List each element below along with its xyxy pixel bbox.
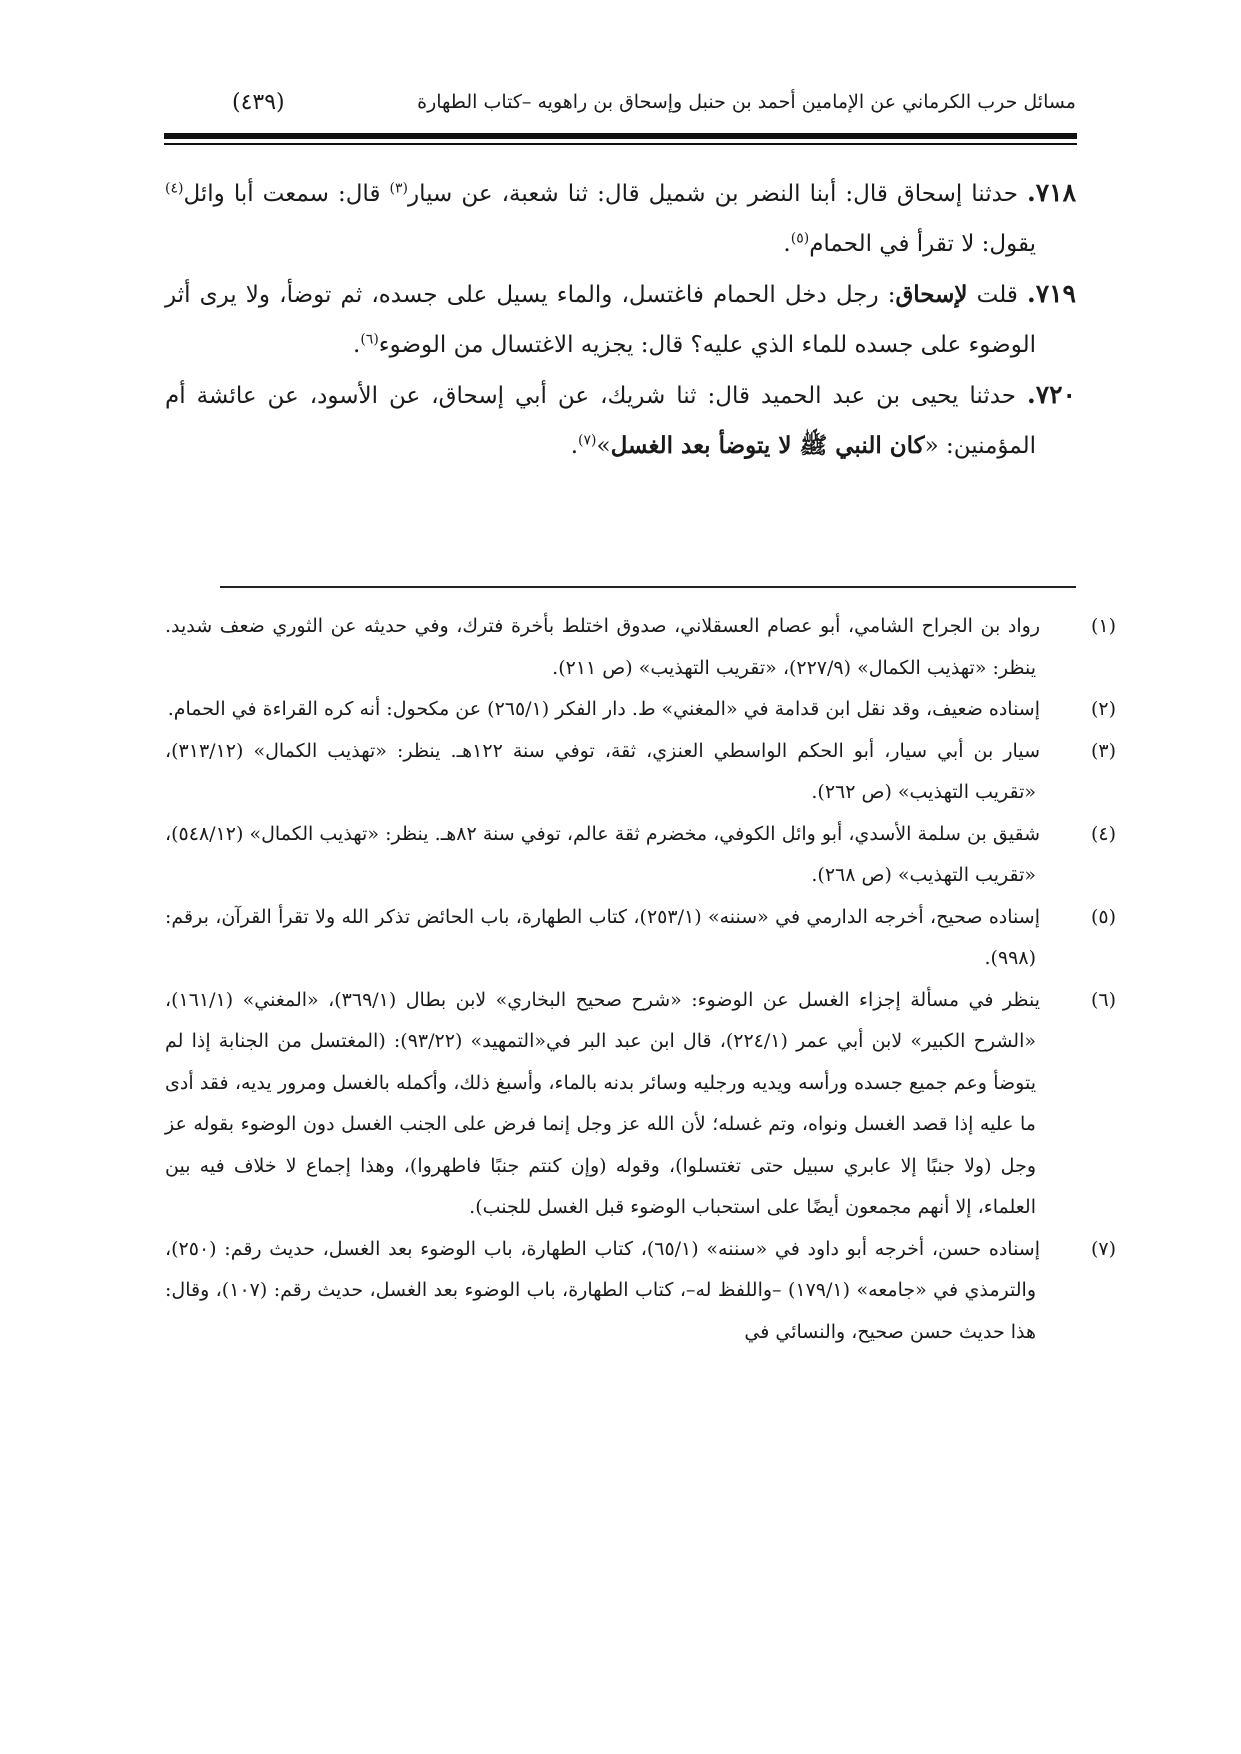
hadith-text: كان النبي ﷺ لا يتوضأ بعد الغسل	[610, 432, 925, 459]
entry-text: »	[596, 433, 611, 459]
entry-text: قال: سمعت أبا وائل	[183, 181, 390, 207]
footnote-number: (٣)	[1090, 739, 1116, 762]
footnote-7	[165, 1229, 1117, 1354]
header-rule-thin	[164, 143, 1077, 145]
footnote-text: ينظر في مسألة إجزاء الغسل عن الوضوء: «شرح صحيح البخاري» لابن بطال (٣٦٩/١)، «المغني» (١٦١/١)، «الشرح الكبير» لابن أبي عمر (٢٢٤/١)، قال ابن عبد البر في«التمهيد» (٩٣/٢٢): (المغتسل من الجنابة إذا لم يتوضأ وعم جميع جسده ورأسه ويديه ورجليه وسائر بدنه بالماء، وأسبغ ذلك، وأكمله بالغسل ومرور يديه، فقد أدى ما عليه إذا قصد الغسل ونواه، وتم غسله؛ لأن الله عز وجل إنما فرض على الجنب الغسل دون الوضوء بقوله عز وجل (ولا جنبًا إلا عابري سبيل حتى تغتسلوا)، وقوله (وإن كنتم جنبًا فاطهروا)، وهذا إجماع لا خلاف فيه بين العلماء، إلا أنهم مجمعون أيضًا على استحباب الوضوء قبل الغسل للجنب).	[165, 988, 1040, 1218]
footnote-ref: (٣)	[389, 180, 408, 197]
entry-text: يقول: لا تقرأ في الحمام	[809, 231, 1036, 257]
footnote-ref: (٥)	[790, 230, 810, 247]
footnote-5	[165, 897, 1116, 980]
footnote-text: إسناده صحيح، أخرجه الدارمي في «سننه» (٢٥٣/١)، كتاب الطهارة، باب الحائض تذكر الله ولا تقرأ القرآن، برقم: (٩٩٨).	[165, 905, 1040, 969]
footnotes	[165, 606, 1117, 1353]
entry-719	[165, 269, 1076, 370]
main-text	[165, 168, 1076, 471]
running-title: مسائل حرب الكرماني عن الإمامين أحمد بن حنبل وإسحاق بن راهويه –كتاب الطهارة	[417, 91, 1076, 113]
footnote-2	[165, 689, 1116, 731]
footnote-1	[165, 606, 1116, 689]
entry-number: ٧١٨.	[1027, 178, 1077, 207]
entry-718	[165, 168, 1076, 269]
entry-720	[165, 370, 1076, 471]
footnote-ref: (٤)	[165, 180, 184, 197]
page-number: (٤٣٩)	[232, 89, 285, 115]
entry-text: : رجل دخل الحمام فاغتسل، والماء يسيل على جسده، ثم توضأ، ولا يرى أثر الوضوء على جسده للماء الذي عليه؟ قال: يجزيه الاغتسال من الوضوء	[165, 282, 1036, 358]
running-header	[232, 82, 1076, 122]
speaker-name: لإسحاق	[895, 281, 968, 308]
header-rule-thick	[164, 133, 1077, 139]
footnote-number: (١)	[1090, 615, 1116, 637]
footnote-text: رواد بن الجراح الشامي، أبو عصام العسقلاني، صدوق اختلط بأخرة فترك، وفي حديثه عن الثوري ضعف شديد. ينظر: «تهذيب الكمال» (٢٢٧/٩)، «تقريب التهذيب» (ص ٢١١).	[165, 615, 1040, 679]
footnote-ref: (٧)	[578, 432, 597, 449]
entry-text: .	[353, 332, 361, 358]
entry-text: حدثنا إسحاق قال: أبنا النضر بن شميل قال: ثنا شعبة، عن سيار	[407, 181, 1018, 207]
footnote-4	[165, 814, 1116, 897]
entry-text: .	[783, 231, 791, 257]
footnote-number: (٦)	[1090, 988, 1116, 1011]
footnote-number: (٧)	[1090, 1237, 1117, 1260]
entry-number: ٧١٩.	[1026, 279, 1076, 308]
footnote-text: شقيق بن سلمة الأسدي، أبو وائل الكوفي، مخضرم ثقة عالم، توفي سنة ٨٢هـ. ينظر: «تهذيب الكمال» (٥٤٨/١٢)، «تقريب التهذيب» (ص ٢٦٨).	[165, 822, 1040, 886]
entry-text: حدثنا يحيى بن عبد الحميد قال: ثنا شريك، عن أبي إسحاق، عن الأسود، عن عائشة أم المؤمنين: «	[165, 383, 1036, 459]
footnote-text: إسناده حسن، أخرجه أبو داود في «سننه» (٦٥/١)، كتاب الطهارة، باب الوضوء بعد الغسل، حديث رقم: (٢٥٠)، والترمذي في «جامعه» (١٧٩/١) –واللفظ له–، كتاب الطهارة، باب الوضوء بعد الغسل، حديث رقم: (١٠٧)، وقال: هذا حديث حسن صحيح، والنسائي في	[165, 1237, 1041, 1343]
footnote-3	[165, 731, 1116, 814]
footnote-number: (٤)	[1090, 822, 1116, 845]
entry-text: .	[570, 433, 579, 459]
footnote-6	[165, 980, 1116, 1229]
footnote-number: (٥)	[1090, 905, 1116, 928]
footnote-separator	[220, 586, 1076, 588]
entry-text: قلت	[967, 282, 1018, 308]
footnote-text: إسناده ضعيف، وقد نقل ابن قدامة في «المغني» ط. دار الفكر (٢٦٥/١) عن مكحول: أنه كره القراءة في الحمام.	[167, 698, 1040, 720]
footnote-ref: (٦)	[360, 331, 379, 348]
footnote-text: سيار بن أبي سيار، أبو الحكم الواسطي العنزي، ثقة، توفي سنة ١٢٢هـ. ينظر: «تهذيب الكمال» (٣١٣/١٢)، «تقريب التهذيب» (ص ٢٦٢).	[165, 739, 1040, 803]
entry-number: ٧٢٠.	[1026, 380, 1076, 409]
footnote-number: (٢)	[1090, 698, 1116, 720]
